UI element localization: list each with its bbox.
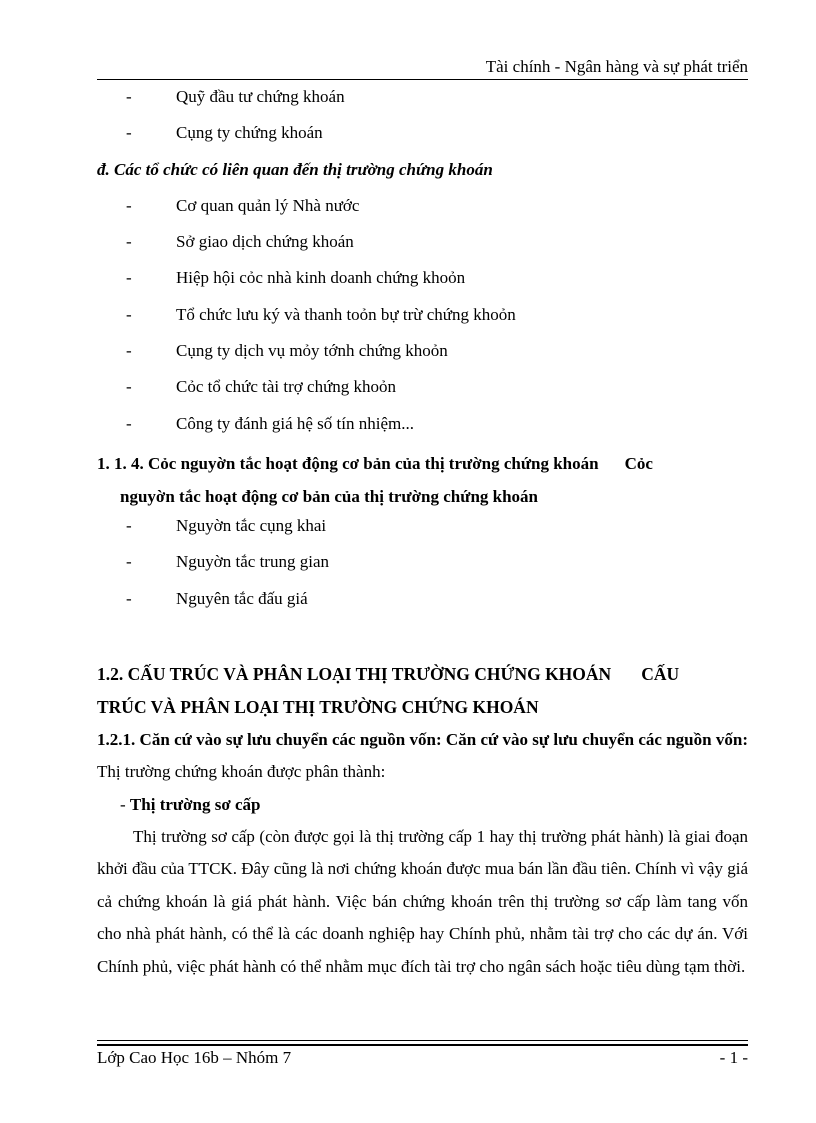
section-1-2-1: 1.2.1. Căn cứ vào sự lưu chuyển các nguồn vốn: Căn cứ vào sự lưu chuyển các nguồn vốn: Thị trường chứng khoán được phân thành: <box>97 729 748 781</box>
list-item: - Hiệp hội cỏc nhà kinh doanh chứng khoỏn <box>126 268 466 288</box>
page-number: - 1 - <box>719 1048 748 1067</box>
market-label: - Thị trường sơ cấp <box>120 794 261 814</box>
list-item: - Nguyên tắc đấu giá <box>126 588 308 608</box>
list-item: - Cơ quan quản lý Nhà nước <box>126 195 360 215</box>
body-paragraph: Thị trường sơ cấp (còn được gọi là thị trường cấp 1 hay thị trường phát hành) là giai đoạn khởi đầu của TTCK. Đây cũng là nơi chứng khoán được mua bán lần đầu tiên. Chính vì vậy giá cả chứng khoán là giá phát hành. Việc bán chứng khoán trên thị trường sơ cấp làm tang vốn cho nhà phát hành, có thể là các doanh nghiệp hay Chính phủ, nhằm tài trợ cho các dự án. Với Chính phủ, việc phát hành có thể nhằm mục đích tài trợ cho ngân sách hoặc tiêu dùng tạm thời. <box>97 826 748 976</box>
list-item: - Tổ chức lưu ký và thanh toỏn bự trừ chứng khoỏn <box>126 304 516 324</box>
page-content <box>97 84 748 983</box>
list-item: - Công ty đánh giá hệ số tín nhiệm... <box>126 413 414 433</box>
footer-rule <box>97 1040 748 1041</box>
list-item: - Nguyờn tắc cụng khai <box>126 515 327 535</box>
list-item: - Cụng ty dịch vụ mỏy tớnh chứng khoỏn <box>126 341 448 361</box>
list-item: - Cụng ty chứng khoán <box>126 123 323 143</box>
list-item: - Quỹ đầu tư chứng khoán <box>126 87 345 106</box>
footer-class-label: Lớp Cao Học 16b – Nhóm 7 <box>97 1048 292 1067</box>
subheading-d: đ. Các tổ chức có liên quan đến thị trường chứng khoán <box>97 159 493 179</box>
page-header: Tài chính - Ngân hàng và sự phát triển <box>485 57 748 76</box>
list-item: - Cỏc tổ chức tài trợ chứng khoỏn <box>126 377 397 397</box>
list-item: - Nguyờn tắc trung gian <box>126 552 329 572</box>
header-rule <box>97 79 748 80</box>
section-heading-1-1-4: 1. 1. 4. Cỏc nguyờn tắc hoạt động cơ bản của thị trường chứng khoán Cỏc nguyờn tắc hoạt động cơ bản của thị trường chứng khoán <box>97 453 653 506</box>
list-item: - Sở giao dịch chứng khoán <box>126 232 354 252</box>
section-heading-1-2: 1.2. CẤU TRÚC VÀ PHÂN LOẠI THỊ TRƯỜNG CHỨNG KHOÁN CẤU TRÚC VÀ PHÂN LOẠI THỊ TRƯỜNG CHỨNG KHOÁN <box>97 663 680 717</box>
